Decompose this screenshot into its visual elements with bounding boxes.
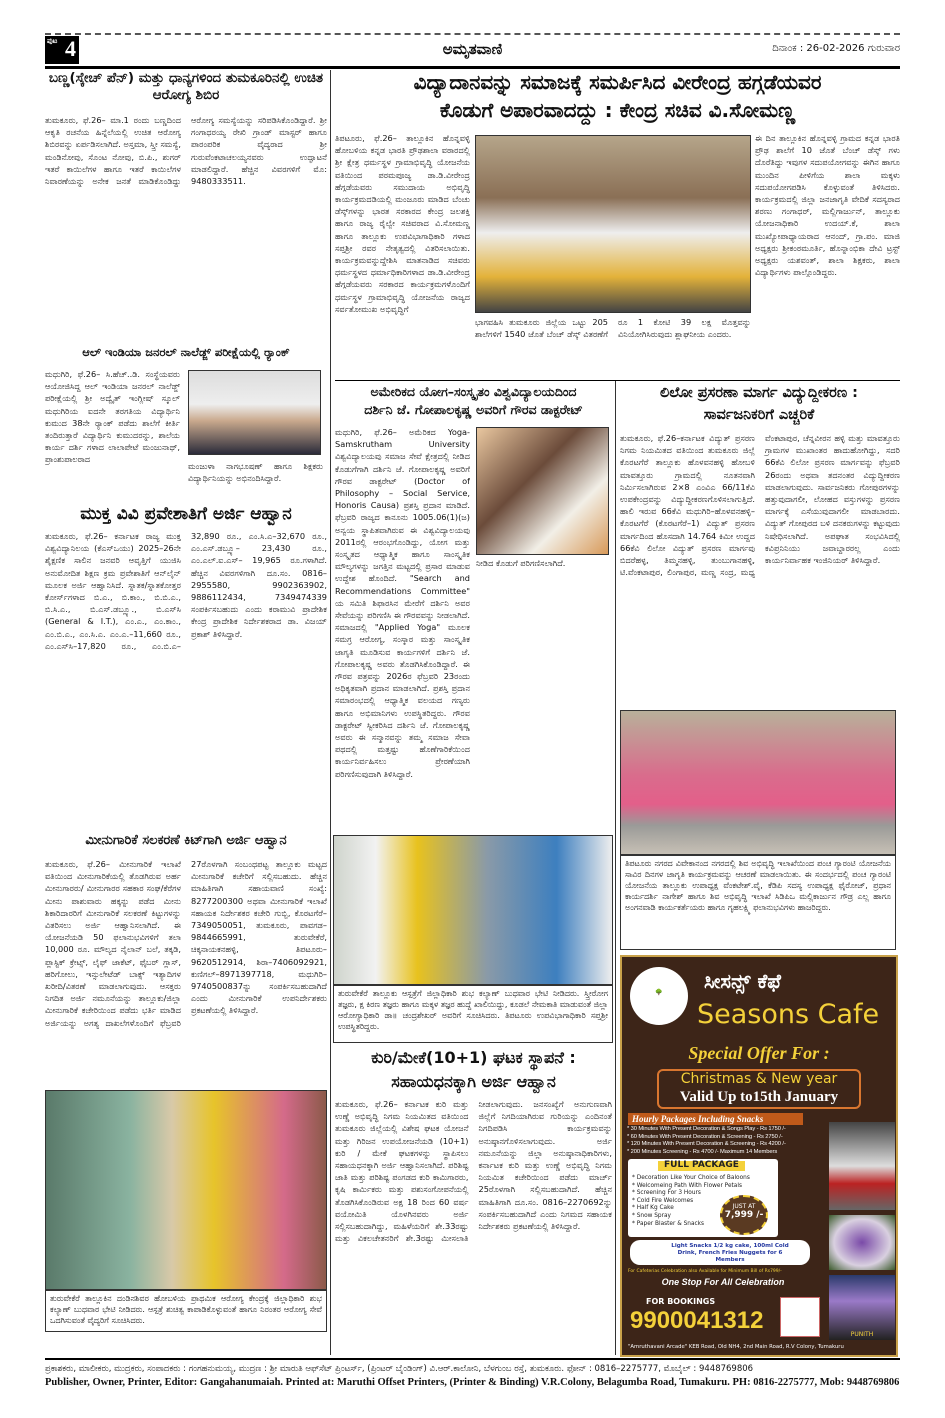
article-headline: ಮೀನುಗಾರಿಕೆ ಸಲಕರಣೆ ಕಿಟ್‌ಗಾಗಿ ಅರ್ಜಿ ಆಹ್ವಾನ — [85, 833, 287, 848]
photo-caption: ನೀಡಿದ ಕೊಡುಗೆ ಪರಿಗಣಿಸಲಾಗಿದೆ. — [476, 558, 566, 568]
package-item: * 30 Minutes With Present Decoration & Songs Play - Rs 1750 /- — [627, 1126, 786, 1132]
page-number: 4 — [65, 36, 76, 61]
lead-article-body-continued: ಈ ದಿನ ತಾಲ್ಲೂಕಿನ ಹೊನ್ನವಳ್ಳಿ ಗ್ರಾಮದ ಕನ್ನಡ ಭಾರತಿ ಪ್ರೌಢ ಶಾಲೆಗೆ 10 ಜೊತೆ ಬೆಂಚ್ ಡೆಸ್ಕ್ ಗಳು ದೊರೆತಿದ್ದು ಇವುಗಳ ಸದುಪಯೋಗವನ್ನು ಈಗಿನ ಹಾಗೂ ಮುಂದಿನ ಪೀಳಿಗೆಯ ಶಾಲಾ ಮಕ್ಕಳು ಸದುಪಯೋಗಪಡಿಸಿ ಕೊಳ್ಳುವಂತೆ ತಿಳಿಸಿದರು. ಕಾರ್ಯಕ್ರಮದಲ್ಲಿ ಜಿಲ್ಲಾ ಜನಜಾಗೃತಿ ವೇದಿಕೆ ಸದಸ್ಯರಾದ ಶರಣು ಗಂಗಾಧರ್, ಮಲ್ಲಿಗಾರ್ಜುನ್, ತಾಲ್ಲೂಕು ಯೋಜನಾಧಿಕಾರಿ ಉದಯ್.ಕೆ, ಶಾಲಾ ಮುಖ್ಯೋಪಾಧ್ಯಾಯರಾದ ಆನಂದ್, ಗ್ರಾ.ಪಂ. ಮಾಜಿ ಅಧ್ಯಕ್ಷರು ಶ್ರೀಕಂಠಮೂರ್ತಿ, ಹೊನ್ನಾಂಭಿಕಾ ದೇವಿ ಟ್ರಸ್ಟ್ ಅಧ್ಯಕ್ಷರು ಯಶವಂತ್, ಶಾಲಾ ಶಿಕ್ಷಕರು, ಶಾಲಾ ವಿದ್ಯಾರ್ಥಿಗಳು ಪಾಲ್ಗೊಂಡಿದ್ದರು. — [755, 133, 900, 278]
package-price: 7,999 /- — [724, 1210, 764, 1220]
cafe-address: "Amruthavani Arcade" KEB Road, Old NH4, 2nd Main Road, R.V Colony, Tumakuru — [628, 1344, 844, 1350]
imprint-kannada: ಪ್ರಕಾಶಕರು, ಮಾಲೀಕರು, ಮುದ್ರಕರು, ಸಂಪಾದಕರು : ಗಂಗಹನುಮಯ್ಯ, ಮುದ್ರಣ : ಶ್ರೀ ಮಾರುತಿ ಆಫ್‌ಸೆಟ್ ಪ್ರಿಂಟರ್ಸ್, (ಪ್ರಿಂಟರ್ ಬೈಂಡಿಂಗ್) ವಿ.ಆರ್.ಕಾಲೋನಿ, ಬೆಳಗುಂಬ ರಸ್ತೆ, ತುಮಕೂರು. ಫೋನ್ : 0816–2275777, ಮೊಬೈಲ್ : 9448769806 — [45, 1364, 754, 1374]
special-offer-title: Special Offer For : — [688, 1043, 830, 1063]
package-item: * Welcomeing Path With Flower Petals — [632, 1182, 742, 1189]
article-body: ತುಮಕೂರು, ಫೆ.26– ಮಾ.1 ರಂದು ಬಣ್ಣದಿಂದ ಆಕೃತಿ ರಚನೆಯ ಹಿನ್ನೆಲೆಯಲ್ಲಿ ಉಚಿತ ಆರೋಗ್ಯ ಶಿಬಿರವನ್ನು ಏರ್ಪಡಿಸಲಾಗಿದೆ. ಅಸ್ತಮಾ, ಸ್ತ್ರೀ ಸಮಸ್ಯೆ, ಮಂಡಿನೋವು, ಸೊಂಟ ನೋವು, ಬಿ.ಪಿ., ಶುಗರ್ ಇತರೆ ಕಾಯಿಲೆಗಳ ಹಾಗೂ ಇತರೆ ಕಾಯಿಲೆಗಳ ನಿವಾರಣೆಯನ್ನು ಅನೇಕ ಜನತೆ ಮಾಡಿಕೊಂಡಿದ್ದು ಆರೋಗ್ಯ ಸಮಸ್ಯೆಯನ್ನು ಸರಿಪಡಿಸಿಕೊಂಡಿದ್ದಾರೆ. ಶ್ರೀ ಗಂಗಾಧರಯ್ಯ ರೇಖಿ ಗ್ರಾಂಡ್ ಮಾಸ್ಟರ್ ಹಾಗೂ ಪಾರಂಪರಿಕ ವೈದ್ಯರಾದ ಶ್ರೀ ಗುರುವೆಂಕಟಾಚಲಯ್ಯನವರು ಉದ್ಘಾಟನೆ ಮಾಡಲಿದ್ದಾರೆ. ಹೆಚ್ಚಿನ ವಿವರಗಳಿಗೆ ಮೊ: 9480333511. — [45, 115, 327, 187]
article-body: ತುಮಕೂರು, ಫೆ.26– ಕರ್ನಾಟಕ ಕುರಿ ಮತ್ತು ಉಣ್ಣೆ ಅಭಿವೃದ್ಧಿ ನಿಗಮ ನಿಯಮಿತದ ವತಿಯಿಂದ ತುಮಕೂರು ಜಿಲ್ಲೆಯಲ್ಲಿ ವಿಶೇಷ ಘಟಕ ಯೋಜನೆ ಮತ್ತು ಗಿರಿಜನ ಉಪಯೋಜನೆಯಡಿ (10+1) ಕುರಿ / ಮೇಕೆ ಘಟಕಗಳನ್ನು ಸ್ಥಾಪಿಸಲು ಸಹಾಯಧನಕ್ಕಾಗಿ ಅರ್ಜಿ ಆಹ್ವಾನಿಸಲಾಗಿದೆ. ಪರಿಶಿಷ್ಟ ಜಾತಿ ಮತ್ತು ಪರಿಶಿಷ್ಟ ಪಂಗಡದ ಕುರಿ ಕಾಮಿಗಾರರು, ಕೃಷಿ ಕಾರ್ಮಿಕರು ಮತ್ತು ಪಶುಸಂಗೋಪನೆಯಲ್ಲಿ ತೊಡಗಿಸಿಕೊಂಡಿರುವ ಅಕ್ಷ 18 ರಿಂದ 60 ವರ್ಷ ವಯೋಮಿತಿ ಯೊಳಗಿನವರು ಅರ್ಜಿ ಸಲ್ಲಿಸಬಹುದಾಗಿದ್ದು, ಮಹಿಳೆಯರಿಗೆ ಶೇ.33ರಷ್ಟು ಮತ್ತು ವಿಕಲಚೇತನರಿಗೆ ಶೇ.3ರಷ್ಟು ಮೀಸಲಾತಿ ನೀಡಲಾಗುವುದು. ಜನಸಂಖ್ಯೆಗೆ ಅನುಗುಣವಾಗಿ ಜಿಲ್ಲೆಗೆ ನಿಗದಿಯಾಗಿರುವ ಗುರಿಯನ್ನು ಎಂದಿನಂತೆ ನಿಗದಿಪಡಿಸಿ ಕಾರ್ಯಕ್ರಮವನ್ನು ಅನುಷ್ಠಾನಗೊಳಿಸಲಾಗುವುದು. ಅರ್ಜಿ ನಮೂನೆಯನ್ನು ಜಿಲ್ಲಾ ಅನುಷ್ಠಾನಾಧಿಕಾರಿಗಳು, ಕರ್ನಾಟಕ ಕುರಿ ಮತ್ತು ಉಣ್ಣೆ ಅಭಿವೃದ್ಧಿ ನಿಗಮ ನಿಯಮಿತ ಕಚೇರಿಯಿಂದ ಪಡೆದು ಮಾರ್ಚ್ 25ರೊಳಗಾಗಿ ಸಲ್ಲಿಸಬಹುದಾಗಿದೆ. ಹೆಚ್ಚಿನ ಮಾಹಿತಿಗಾಗಿ ದೂ.ಸಂ. 0816–2270692ನ್ನು ಸಂಪರ್ಕಿಸಬಹುದಾಗಿದೆ ಎಂದು ನಿಗಮದ ಸಹಾಯಕ ನಿರ್ದೇಶಕರು ಪ್ರಕಟಣೆಯಲ್ಲಿ ತಿಳಿಸಿದ್ದಾರೆ. — [335, 1099, 612, 1244]
rangoli-event-photo — [620, 710, 896, 855]
package-item: * Snow Spray — [632, 1212, 671, 1219]
tagline: One Stop For All Celebration — [661, 1277, 785, 1287]
package-item: * Cold Fire Welcomes — [632, 1197, 694, 1204]
validity: Valid Up to15th January — [679, 1089, 839, 1105]
balloon-arch-photo — [829, 1215, 895, 1270]
photo-caption: ಮಂಜುಳಾ ನಾಗಭೂಷಣ್ ಹಾಗೂ ಶಿಕ್ಷಕರು ವಿದ್ಯಾರ್ಥಿನಿಯನ್ನು ಅಭಿನಂದಿಸಿದ್ದಾರೆ. — [188, 461, 323, 484]
cafeteria-note: For Cafeterias Celebration also Available for Minimum Bill of Rs799/- — [628, 1269, 782, 1274]
bookings-label: FOR BOOKINGS — [646, 1297, 716, 1306]
column-divider — [615, 380, 616, 1355]
celebration-photo — [829, 1275, 895, 1340]
article-body: ತುಮಕೂರು, ಫೆ.26–ಕರ್ನಾಟಕ ವಿದ್ಯುತ್ ಪ್ರಸರಣ ನಿಗಮ ನಿಯಮಿತದ ವತಿಯಿಂದ ತುಮಕೂರು ಜಿಲ್ಲೆ ಕೊರಟಗೆರೆ ತಾಲ್ಲೂಕು ಹೊಳವನಹಳ್ಳಿ ಹೋಬಳಿ ಮಾವತ್ತೂರು ಗ್ರಾಮದಲ್ಲಿ ನೂತನವಾಗಿ ನಿರ್ಮಿಸಲಾಗಿರುವ 2×8 ಎಂವಿಎ 66/11ಕೆವಿ ಉಪಕೇಂದ್ರವನ್ನು ವಿದ್ಯುದ್ದೀಕರಣಗೊಳಿಸಲಾಗುತ್ತಿದೆ. ಹಾಲಿ ಇರುವ 66ಕೆವಿ ಮಧುಗಿರಿ–ಹೊಳವನಹಳ್ಳಿ–ಕೊರಟಗೆರೆ (ಕೊರಟಗೆರೆ–1) ವಿದ್ಯುತ್ ಪ್ರಸರಣ ಮಾರ್ಗದಿಂದ ಹೊಸದಾಗಿ 14.764 ಕಿಮೀ ಉದ್ದದ 66ಕೆವಿ ಲಿಲೋ ವಿದ್ಯುತ್ ಪ್ರಸರಣ ಮಾರ್ಗವು ಬಿದರೆಹಳ್ಳ, ತಿಮ್ಮನಹಳ್ಳಿ, ತುಂಬುಗಾನಹಳ್ಳಿ, ಟಿ.ವೆಂಕಟಾಪುರ, ಲಿಂಗಾಪುರ, ಮಣ್ಣ ಸಂದ್ರ, ಮಧ್ಯ ವೆಂಕಟಾಪುರ, ಚೆನ್ನವೀರನ ಹಳ್ಳಿ ಮತ್ತು ಮಾವತ್ತೂರು ಗ್ರಾಮಗಳ ಮುಖಾಂತರ ಹಾದುಹೋಗಿದ್ದು, ಸದರಿ 66ಕೆವಿ ಲಿಲೋ ಪ್ರಸರಣ ಮಾರ್ಗವನ್ನು ಫೆಬ್ರವರಿ 26ರಂದು ಅಥವಾ ತದನಂತರ ವಿದ್ಯುದ್ದೀಕರಣ ಮಾಡಲಾಗುವುದು. ಸಾರ್ವಜನಿಕರು ಗೋಪುರಗಳನ್ನು ಹತ್ತುವುದಾಗಲೀ, ಲೋಹದ ವಸ್ತುಗಳನ್ನು ಪ್ರಸರಣ ಮಾರ್ಗಕ್ಕೆ ಎಸೆಯುವುದಾಗಲೀ ಮಾಡಬಾರದು. ವಿದ್ಯುತ್ ಗೋಪುರದ ಬಳಿ ದನಕರುಗಳನ್ನು ಕಟ್ಟುವುದು ನಿಷೇಧಿಸಲಾಗಿದೆ. ಅಪಘಾತ ಸಂಭವಿಸಿದಲ್ಲಿ ಕವಿಪ್ರನಿನಿಯು ಜವಾಬ್ದಾರರಲ್ಲ ಎಂದು ಕಾರ್ಯನಿರ್ವಾಹಕ ಇಂಜಿನಿಯರ್ ತಿಳಿಸಿದ್ದಾರೆ. — [620, 433, 900, 578]
article-headline: ಅಮೇರಿಕದ ಯೋಗ–ಸಂಸ್ಕೃತಂ ವಿಶ್ವವಿದ್ಯಾಲಯದಿಂದ — [370, 384, 577, 399]
hourly-packages-title: Hourly Packages Including Snacks — [628, 1113, 803, 1125]
doctorate-photo — [476, 427, 609, 555]
photo-caption: ತುರುವೇಕೆರೆ ತಾಲ್ಲೂಕು ಆಸ್ಪತ್ರೆಗೆ ಜಿಲ್ಲಾಧಿಕಾರಿ ಶುಭ ಕಲ್ಯಾಣ್ ಬುಧವಾರ ಭೇಟಿ ನೀಡಿದರು. ಸ್ತ್ರೀರೋಗ ತಜ್ಞರು, ಕ್ಷ ಕಿರಣ ತಜ್ಞರು ಹಾಗೂ ಮಕ್ಕಳ ತಜ್ಞರ ಹುದ್ದೆ ಖಾಲಿಯಿದ್ದು, ಕೂಡಲೆ ನೇಮಕಾತಿ ಮಾಡುವಂತೆ ಜಿಲ್ಲಾ ಆರೋಗ್ಯಾಧಿಕಾರಿ ಡಾ॥ ಚಂದ್ರಶೇಖರ್ ಅವರಿಗೆ ಸೂಚಿಸಿದರು. ತಿಪಟೂರು ಉಪವಿಭಾಗಾಧಿಕಾರಿ ಸಪ್ತಶ್ರೀ ಉಪಸ್ಥಿತರಿದ್ದರು. — [333, 985, 613, 1043]
light-snacks: Light Snacks 1/2 kg cake, 100ml Cold Drink, French Fries Nuggets for 6 Members — [630, 1240, 810, 1265]
just-at-label: JUST AT — [732, 1203, 756, 1210]
article-headline: ಸಹಾಯಧನಕ್ಕಾಗಿ ಅರ್ಜಿ ಆಹ್ವಾನ — [391, 1072, 556, 1091]
hourly-packages-list — [627, 1126, 826, 1156]
issue-date: ದಿನಾಂಕ : 26-02-2026 ಗುರುವಾರ — [772, 43, 900, 54]
occasion: Christmas & New year — [680, 1071, 838, 1087]
package-item: * 200 Minutes Screening - Rs 4700 /- Maximum 14 Members — [627, 1148, 778, 1155]
photo-caption: ಭಾಗವಹಿಸಿ ತುಮಕೂರು ಜಿಲ್ಲೆಯ ಒಟ್ಟು 205 ಶಾಲೆಗಳಿಗೆ 1540 ಜೊತೆ ಬೆಂಚ್ ಡೆಸ್ಕ್ ವಿತರಣೆಗೆ ರೂ 1 ಕೋಟಿ 39 ಲಕ್ಷ ಮೊತ್ತವನ್ನು ವಿನಿಯೋಗಿಸಿರುವುದು ಶ್ಲಾಘನೀಯ ಎಂದರು. — [475, 317, 751, 340]
booking-phone[interactable]: 9900041312 — [630, 1307, 764, 1334]
article-headline: ಆಲ್ ಇಂಡಿಯಾ ಜನರಲ್ ನಾಲೆಡ್ಜ್ ಪರೀಕ್ಷೆಯಲ್ಲಿ ರ್‍ಯಾಂಕ್ — [82, 345, 290, 359]
cafe-name-kannada: ಸೀಸನ್ಸ್ ಕೆಫೆ — [704, 969, 781, 993]
lead-headline-line1: ವಿದ್ಯಾದಾನವನ್ನು ಸಮಾಜಕ್ಕೆ ಸಮರ್ಪಿಸಿದ ವೀರೇಂದ್ರ ಹಗ್ಗಡೆಯವರ — [413, 70, 822, 94]
article-headline: ದರ್ಶಿನಿ ಜೆ. ಗೋಪಾಲಕೃಷ್ಣ ಅವರಿಗೆ ಗೌರವ ಡಾಕ್ಟರೇಟ್ — [364, 402, 583, 417]
article-headline: ಸಾರ್ವಜನಿಕರಿಗೆ ಎಚ್ಚರಿಕೆ — [703, 407, 815, 423]
package-item: * 60 Minutes With Present Decoration & Screening - Rs 2750 /- — [627, 1133, 783, 1140]
imprint-footer — [45, 1362, 900, 1390]
article-headline: ಬಣ್ಣ(ಸ್ಕೇಚ್ ಪೆನ್) ಮತ್ತು ಧಾನ್ಯಗಳಿಂದ ತುಮಕೂರಿನಲ್ಲಿ ಉಚಿತ ಆರೋಗ್ಯ ಶಿಬಿರ — [48, 70, 324, 103]
photo-caption: ತಿಪಟೂರು ನಗರದ ವಿವೇಕಾನಂದ ನಗರದಲ್ಲಿ ಶಿವ ಅಭಿವೃದ್ಧಿ ಇಲಾಖೆಯಿಂದ ಪಂಚ ಗ್ಯಾರಂಟಿ ಯೋಜನೆಯ ಸಾವಿರ ದಿನಗಳ ಜಾಗೃತಿ ಕಾರ್ಯಕ್ರಮವನ್ನು ಆಚರಣೆ ಮಾಡಲಾಯಿತು. ಈ ಸಂದರ್ಭದಲ್ಲಿ ಪಂಚ ಗ್ಯಾರಂಟಿ ಯೋಜನೆಯ ತಾಲ್ಲೂಕು ಉಪಾಧ್ಯಕ್ಷ ವೆಂಕಟೇಶ್.ವೈ, ಕೆಡಿಪಿ ಸದಸ್ಯ ಉಪಾಧ್ಯಕ್ಷ ಫೈರೋಜ್, ಪ್ರಧಾನ ಕಾರ್ಯದರ್ಶಿ ನಾಗೇಶ್ ಹಾಗೂ ಶಿವ ಅಭಿವೃದ್ಧಿ ಇಲಾಖೆ ಸಿಡಿಪಿಒ ಮಲ್ಲಿಕಾರ್ಜುನ ಗೌಡ್ರ ಎಲ್ಲ ಹಾಗೂ ಅಂಗನವಾಡಿ ಕಾರ್ಯಕರ್ತೆಯರು ಹಾಗೂ ಗೃಹಲಕ್ಷ್ಮಿ ಫಲಾನುಭವಿಗಳು ಹಾಜರಿದ್ದರು. — [620, 855, 896, 950]
cafe-name-english: Seasons Cafe — [697, 999, 880, 1030]
photo-label: PUNITH — [850, 1331, 874, 1338]
article-body: ತುಮಕೂರು, ಫೆ.26– ಮೀನುಗಾರಿಕೆ ಇಲಾಖೆ ವತಿಯಿಂದ ಮೀನುಗಾರಿಕೆಯಲ್ಲಿ ತೊಡಗಿರುವ ಅರ್ಹ ಮೀನುಗಾರರು/ ಮೀನುಗಾರರ ಸಹಕಾರ ಸಂಘ/ಕೆರೆಗಳ ಮೀನು ಪಾಶುವಾರು ಹಕ್ಕನ್ನು ಪಡೆದ ಮೀನು ಶಿಕಾರಿದಾರರಿಗೆ ಮೀನುಗಾರಿಕೆ ಸಲಕರಣೆ ಕಿಟ್ಟುಗಳನ್ನು ವಿತರಿಸಲು ಅರ್ಜಿ ಆಹ್ವಾನಿಸಲಾಗಿದೆ. ಈ ಯೋಜನೆಯಡಿ 50 ಫಲಾನುಭವಿಗಳಿಗೆ ತಲಾ 10,000 ರೂ. ಮೌಲ್ಯದ ನೈಲಾನ್ ಬಲೆ, ತಕ್ಕಡಿ, ಪ್ಲಾಸ್ಟಿಕ್ ಕ್ರೇಟ್ಸ್, ಲೈಫ್ ಜಾಕೆಟ್, ಫೈಬರ್ ಗ್ಲಾಸ್, ಹರಿಗೋಲು, ಇನ್ಸುಲೇಟೆಡ್ ಬಾಕ್ಸ್ ಇತ್ಯಾದಿಗಳ ಖರೀದಿ/ವಿತರಣೆ ಮಾಡಲಾಗುವುದು. ಆಸಕ್ತರು ನಿಗದಿತ ಅರ್ಜಿ ನಮೂನೆಯನ್ನು ತಾಲ್ಲೂಕು/ಜಿಲ್ಲಾ ಮೀನುಗಾರಿಕೆ ಕಚೇರಿಯಿಂದ ಪಡೆದು ಭರ್ತಿ ಮಾಡಿದ ಅರ್ಜಿಯನ್ನು ಅಗತ್ಯ ದಾಖಲೆಗಳೊಂದಿಗೆ ಫೆಬ್ರವರಿ 27ರೊಳಗಾಗಿ ಸಂಬಂಧಪಟ್ಟ ತಾಲ್ಲೂಕು ಮಟ್ಟದ ಮೀನುಗಾರಿಕೆ ಕಚೇರಿಗೆ ಸಲ್ಲಿಸಬಹುದು. ಹೆಚ್ಚಿನ ಮಾಹಿತಿಗಾಗಿ ಸಹಾಯವಾಣಿ ಸಂಖ್ಯೆ: 8277200300 ಅಥವಾ ಮೀನುಗಾರಿಕೆ ಇಲಾಖೆ ಸಹಾಯಕ ನಿರ್ದೇಶಕರ ಕಚೇರಿ ಗುಬ್ಬಿ, ಕೊರಟಗೆರೆ–7349050051, ತುಮಕೂರು, ಪಾವಗಡ–9844665991, ತುರುವೇಕೆರೆ, ಚಿಕ್ಕನಾಯಕನಹಳ್ಳಿ, ತಿಪಟೂರು–9620512914, ಶಿರಾ–7406092921, ಕುಣಿಗಲ್–8971397718, ಮಧುಗಿರಿ–9740500837ನ್ನು ಸಂಪರ್ಕಿಸಬಹುದಾಗಿದೆ ಎಂದು ಮೀನುಗಾರಿಕೆ ಉಪನಿರ್ದೇಶಕರು ಪ್ರಕಟಣೆಯಲ್ಲಿ ತಿಳಿಸಿದ್ದಾರೆ. — [45, 859, 327, 1028]
package-item: * Paper Blaster & Snacks — [632, 1220, 705, 1227]
article-body: ಮಧುಗಿರಿ, ಫೆ.26– ಅಮೆರಿಕದ Yoga-Samskrutham University ವಿಶ್ವವಿದ್ಯಾಲಯವು ಸಮಾಜ ಸೇವೆ ಕ್ಷೇತ್ರದಲ್ಲಿ ನೀಡಿದ ಕೊಡುಗೆಗಾಗಿ ದರ್ಶಿನಿ ಜೆ. ಗೋಪಾಲಕೃಷ್ಣ ಅವರಿಗೆ ಗೌರವ ಡಾಕ್ಟರೇಟ್ (Doctor of Philosophy – Social Service, Honoris Causa) ಪ್ರಶಸ್ತಿ ಪ್ರದಾನ ಮಾಡಿದೆ. ಫೆಬ್ರವರಿ ರಾಜ್ಯದ ಕಾನೂನು 1005.06(1)(ಜ) ಅನ್ವಯ ಸ್ಥಾಪಿತವಾಗಿರುವ ಈ ವಿಶ್ವವಿದ್ಯಾಲಯವು 2011ರಲ್ಲಿ ಆರಂಭಗೊಂಡಿದ್ದು, ಯೋಗ ಮತ್ತು ಸಂಸ್ಕೃತದ ಆಧ್ಯಾತ್ಮಿಕ ಹಾಗೂ ಸಾಂಸ್ಕೃತಿಕ ಮೌಲ್ಯಗಳನ್ನು ಜಗತ್ತಿನ ಮಟ್ಟದಲ್ಲಿ ಪ್ರಸಾರ ಮಾಡುವ ಉದ್ದೇಶ ಹೊಂದಿದೆ. "Search and Recommendations Committee" ಯ ಸಮಿತಿ ಶಿಫಾರಸಿನ ಮೇರೆಗೆ ದರ್ಶಿನಿ ಅವರ ಸೇವೆಯನ್ನು ಪರಿಗಣಿಸಿ ಈ ಗೌರವವನ್ನು ನೀಡಲಾಗಿದೆ. ಸಮಾಜದಲ್ಲಿ "Applied Yoga" ಮೂಲಕ ಸಮಗ್ರ ಆರೋಗ್ಯ, ಸಂಸ್ಕಾರ ಮತ್ತು ಸಾಂಸ್ಕೃತಿಕ ಜಾಗೃತಿ ಮೂಡಿಸುವ ಕಾರ್ಯಗಳಿಗೆ ದರ್ಶಿನಿ ಜೆ. ಗೋಪಾಲಕೃಷ್ಣ ಅವರು ತೊಡಗಿಸಿಕೊಂಡಿದ್ದಾರೆ. ಈ ಗೌರವ ಪತ್ರವನ್ನು 2026ರ ಫೆಬ್ರವರಿ 23ರಂದು ಅಧಿಕೃತವಾಗಿ ಪ್ರದಾನ ಮಾಡಲಾಗಿದೆ. ಪ್ರಶಸ್ತಿ ಪ್ರದಾನ ಸಮಾರಂಭದಲ್ಲಿ ಆಧ್ಯಾತ್ಮಿಕ ವಲಯದ ಗಣ್ಯರು ಹಾಗೂ ಅಭಿಮಾನಿಗಳು ಉಪಸ್ಥಿತರಿದ್ದರು. ಗೌರವ ಡಾಕ್ಟರೇಟ್ ಸ್ವೀಕರಿಸಿದ ದರ್ಶಿನಿ ಜೆ. ಗೋಪಾಲಕೃಷ್ಣ ಅವರು ಈ ಸನ್ಮಾನವನ್ನು ತಮ್ಮ ಸಮಾಜ ಸೇವಾ ಪಥದಲ್ಲಿ ಮತ್ತಷ್ಟು ಹೊಣೆಗಾರಿಕೆಯಿಂದ ಕಾರ್ಯನಿರ್ವಹಿಸಲು ಪ್ರೇರಣೆಯಾಗಿ ಪರಿಗಣಿಸುವುದಾಗಿ ತಿಳಿಸಿದ್ದಾರೆ. — [335, 427, 470, 779]
photo-caption: ತುರುವೇಕೆರೆ ತಾಲ್ಲೂಕಿನ ದಂಡಿನಶಿವರ ಹೋಬಳಿಯ ಪ್ರಾಥಮಿಕ ಆರೋಗ್ಯ ಕೇಂದ್ರಕ್ಕೆ ಜಿಲ್ಲಾಧಿಕಾರಿ ಶುಭ ಕಲ್ಯಾಣ್ ಬುಧವಾರ ಭೇಟಿ ನೀಡಿದರು. ಆಸ್ಪತ್ರೆ ಶುಚಿತ್ವ ಕಾಪಾಡಿಕೊಳ್ಳುವಂತೆ ಹಾಗೂ ನಿರಂತರ ಆರೋಗ್ಯ ಸೇವೆ ಒದಗಿಸುವಂತೆ ವೈದ್ಯರಿಗೆ ಸೂಚಿಸಿದರು. — [45, 1290, 327, 1332]
page-label: ಪುಟ — [47, 37, 58, 45]
hospital-visit-photo — [333, 835, 613, 985]
lead-headline-line2: ಕೊಡುಗೆ ಅಪಾರವಾದದ್ದು : ಕೇಂದ್ರ ಸಚಿವ ವಿ.ಸೋಮಣ್ಣ — [439, 98, 796, 122]
full-package-title: FULL PACKAGE — [658, 1161, 745, 1171]
article-headline: ಲಿಲೋ ಪ್ರಸರಣಾ ಮಾರ್ಗ ವಿದ್ಯುದ್ದೀಕರಣ : — [660, 385, 858, 401]
price-badge — [720, 1195, 768, 1235]
masthead: ಅಮೃತವಾಣಿ — [442, 40, 503, 58]
cafe-logo: 🌳 — [630, 967, 688, 1025]
header-rule — [45, 66, 900, 69]
qr-code[interactable] — [780, 1297, 820, 1337]
section-rule — [335, 380, 900, 381]
article-headline: ಕುರಿ/ಮೇಕೆ(10+1) ಘಟಕ ಸ್ಥಾಪನೆ : — [371, 1048, 576, 1067]
article-body: ತುಮಕೂರು, ಫೆ.26– ಕರ್ನಾಟಕ ರಾಜ್ಯ ಮುಕ್ತ ವಿಶ್ವವಿದ್ಯಾನಿಲಯ (ಕೆಎಸ್‌ಒಯು) 2025–26ನೇ ಶೈಕ್ಷಣಿಕ ಸಾಲಿನ ಜನವರಿ ಆವೃತ್ತಿಗೆ ಯುಜಿಸಿ ಅನುಮೋದಿತ ಶಿಕ್ಷಣ ಕ್ರಮ ಪ್ರವೇಶಾತಿಗೆ ಆನ್‌ಲೈನ್ ಮೂಲಕ ಅರ್ಜಿ ಆಹ್ವಾನಿಸಿದೆ. ಸ್ನಾತಕ/ಸ್ನಾತಕೋತ್ತರ ಕೋರ್ಸ್‌ಗಳಾದ ಬಿ.ಎ., ಬಿ.ಕಾಂ., ಬಿ.ಬಿ.ಎ., ಬಿ.ಸಿ.ಎ., ಬಿ.ಎಸ್.ಡಬ್ಲ್ಯೂ., ಬಿ.ಎಸ್‌ಸಿ (General & I.T.), ಎಂ.ಎ., ಎಂ.ಕಾಂ., ಎಂ.ಬಿ.ಎ., ಎಂ.ಸಿ.ಎ. ಎಂ.ಎ.–11,660 ರೂ., ಎಂ.ಎಸ್‌ಸಿ–17,820 ರೂ., ಎಂ.ಬಿ.ಎ–32,890 ರೂ., ಎಂ.ಸಿ.ಎ–32,670 ರೂ., ಎಂ.ಎಸ್.ಡಬ್ಲ್ಯೂ– 23,430 ರೂ., ಎಂ.ಎಲ್.ಐ.ಎಸ್– 19,965 ರೂ.ಗಳಾಗಿದೆ. ಹೆಚ್ಚಿನ ವಿವರಗಳಿಗಾಗಿ ದೂ.ಸಂ. 0816–2955580, 9902363902, 9886112434, 7349474339 ಸಂಪರ್ಕಿಸಬಹುದು ಎಂದು ಕರಾಮುವಿ ಪ್ರಾದೇಶಿಕ ಕೇಂದ್ರ ಪ್ರಾದೇಶಿಕ ನಿರ್ದೇಶಕರಾದ ಡಾ. ವಿಜಯ್ ಪ್ರಕಾಶ್ ತಿಳಿಸಿದ್ದಾರೆ. — [45, 531, 327, 651]
venue-photo — [829, 1122, 895, 1210]
package-item: * 120 Minutes With Present Decoration & Screening - Rs 4200 /- — [627, 1141, 786, 1147]
lead-article-body: ತಿಪಟೂರು, ಫೆ.26– ತಾಲ್ಲೂಕಿನ ಹೊನ್ನವಳ್ಳಿ ಹೋಬಳಿಯ ಕನ್ನಡ ಭಾರತಿ ಪ್ರೌಢಶಾಲಾ ವಠಾರದಲ್ಲಿ ಶ್ರೀ ಕ್ಷೇತ್ರ ಧರ್ಮಸ್ಥಳ ಗ್ರಾಮಾಭಿವೃದ್ಧಿ ಯೋಜನೆಯ ವತಿಯಿಂದ ಪರಮಪೂಜ್ಯ ಡಾ.ಡಿ.ವೀರೇಂದ್ರ ಹೆಗ್ಗಡೆಯವರು ಸಮುದಾಯ ಅಭಿವೃದ್ಧಿ ಕಾರ್ಯಕ್ರಮದಡಿಯಲ್ಲಿ ಮಂಜೂರು ಮಾಡಿದ ಬೆಂಚು ಡೆಸ್ಕ್‌ಗಳನ್ನು ಭಾರತ ಸರಕಾರದ ಕೇಂದ್ರ ಜಲಶಕ್ತಿ ಹಾಗೂ ರಾಜ್ಯ ರೈಲ್ವೇ ಸಚಿವರಾದ ವಿ.ಸೋಮಣ್ಣ ಹಾಗೂ ತಾಲ್ಲೂಕು ಉಪವಿಭಾಗಾಧಿಕಾರಿ ಗಳಾದ ಸಪ್ತಶ್ರೀ ರವರ ನೇತೃತ್ವದಲ್ಲಿ ವಿತರಿಸಲಾಯಿತು. ಕಾರ್ಯಕ್ರಮವನ್ನುದ್ದೇಶಿಸಿ ಮಾತನಾಡಿದ ಸಚಿವರು ಧರ್ಮಸ್ಥಳದ ಧರ್ಮಾಧಿಕಾರಿಗಳಾದ ಡಾ.ಡಿ.ವೀರೇಂದ್ರ ಹೆಗ್ಗಡೆಯವರು ಸರಕಾರದ ಕಾರ್ಯಕ್ರಮಗಳೊಂದಿಗೆ ಧರ್ಮಸ್ಥಳ ಗ್ರಾಮಾಭಿವೃದ್ಧಿ ಯೋಜನೆಯ ರಾಜ್ಯದ ಸರ್ವತೋಮುಖ ಅಭಿವೃದ್ಧಿಗೆ — [335, 133, 470, 314]
article-headline: ಮುಕ್ತ ವಿವಿ ಪ್ರವೇಶಾತಿಗೆ ಅರ್ಜಿ ಆಹ್ವಾನ — [80, 504, 292, 524]
column-divider — [330, 70, 331, 1355]
health-centre-photo — [45, 1090, 327, 1290]
footer-rule — [45, 1358, 900, 1360]
imprint-english: Publisher, Owner, Printer, Editor: Gangahanumaiah. Printed at: Maruthi Offset Printers, (Printer & Binding) V.R.Colony, Belagumba Road, Tumakuru. PH: 0816-2275777, Mob: 9448769806 — [45, 1377, 900, 1388]
top-dashed-rule — [45, 33, 900, 35]
package-item: * Screening For 3 Hours — [632, 1190, 701, 1197]
article-body: ಮಧುಗಿರಿ, ಫೆ.26– ಸಿ.ಹೆಚ್..ಡಿ. ಸಂಸ್ಥೆಯವರು ಆಯೋಜಿಸಿದ್ದ ಆಲ್ ಇಂಡಿಯಾ ಜನರಲ್ ನಾಲೆಡ್ಜ್ ಪರೀಕ್ಷೆಯಲ್ಲಿ ಶ್ರೀ ಅದ್ವೈತ್ ಇಂಗ್ಲೀಷ್ ಸ್ಕೂಲ್ ಮಧುಗಿರಿಯ ಐದನೇ ತರಗತಿಯ ವಿದ್ಯಾರ್ಥಿನಿ ಕುಮುದ 38ನೇ ರ್‍ಯಾಂಕ್ ಪಡೆದು ಶಾಲೆಗೆ ಕೀರ್ತಿ ತಂದಿರುತ್ತಾರೆ ವಿದ್ಯಾರ್ಥಿನಿ ಕುಮುದರನ್ನು, ಶಾಲೆಯ ಕಾರ್ಯ ದರ್ಶಿ ಗಳಾದ ಲಾಲಾಪೇಟೆ ಮಂಜುನಾಥ್, ಪ್ರಾಂಶುಪಾಲರಾದ — [45, 369, 180, 465]
package-item: * Decoration Like Your Choice of Baloons — [632, 1175, 750, 1181]
seasons-cafe-ad — [620, 955, 898, 1357]
minister-event-photo — [475, 135, 751, 313]
student-photo — [188, 370, 321, 455]
package-item: * Half Kg Cake — [632, 1205, 674, 1212]
